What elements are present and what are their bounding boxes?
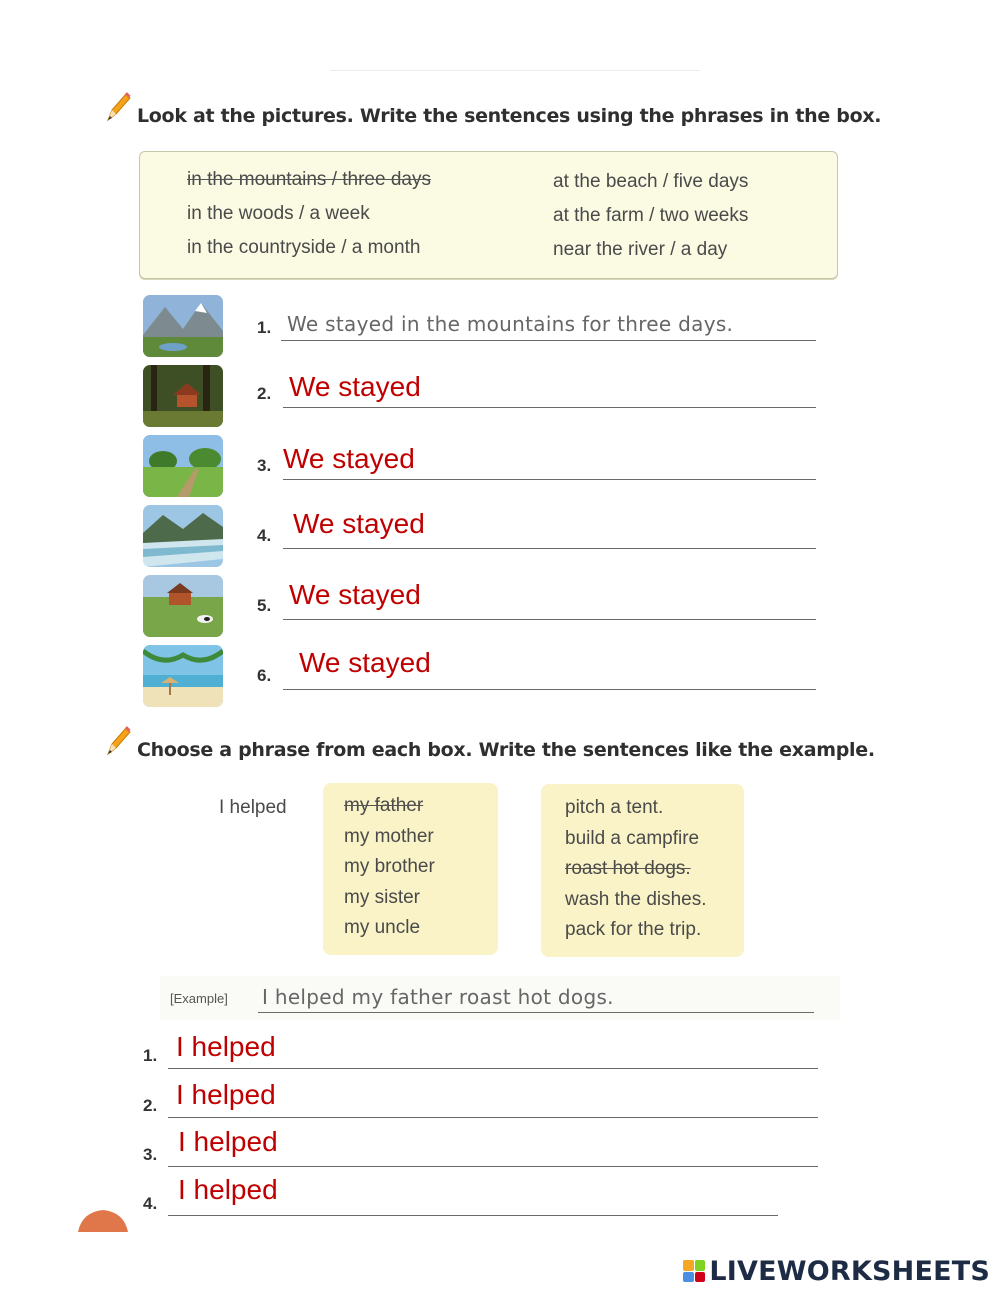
- answer-field-5[interactable]: We stayed: [299, 647, 431, 678]
- page-corner-decoration: [78, 1208, 128, 1232]
- answer-field-s2-4[interactable]: I helped: [178, 1174, 278, 1205]
- mountains-picture: [143, 295, 223, 357]
- logo-text: LIVEWORKSHEETS: [709, 1255, 990, 1287]
- answer-field-s2-3[interactable]: I helped: [178, 1126, 278, 1157]
- river-picture: [143, 505, 223, 567]
- example-label: [Example]: [170, 991, 228, 1006]
- phrase-left-1: in the mountains / three days: [187, 169, 431, 190]
- logo-square: [695, 1260, 706, 1271]
- answer-field-2[interactable]: We stayed: [283, 443, 415, 474]
- answer-line: [283, 548, 816, 549]
- answer-line: [168, 1117, 818, 1118]
- people-list: [323, 783, 498, 944]
- answer-line: [283, 407, 816, 408]
- people-item: my uncle: [344, 917, 421, 938]
- action-item: roast hot dogs.: [565, 858, 691, 879]
- answer-line: [168, 1215, 778, 1216]
- logo-square: [683, 1272, 694, 1283]
- top-divider: [330, 70, 700, 71]
- beach-picture: [143, 645, 223, 707]
- item-number: 3.: [257, 456, 272, 475]
- item-number: 6.: [257, 666, 272, 685]
- item-number: 5.: [257, 596, 272, 615]
- section2-instruction: Choose a phrase from each box. Write the sentences like the example.: [137, 739, 875, 761]
- logo-icon: [683, 1260, 705, 1282]
- countryside-picture: [143, 435, 223, 497]
- example-sentence: I helped my father roast hot dogs.: [262, 985, 614, 1009]
- logo-square: [683, 1260, 694, 1271]
- section1-instruction: Look at the pictures. Write the sentences using the phrases in the box.: [137, 105, 882, 127]
- answer-field-s2-2[interactable]: I helped: [176, 1079, 276, 1110]
- example-sentence: We stayed in the mountains for three days.: [287, 312, 734, 336]
- answer-field-3[interactable]: We stayed: [293, 508, 425, 539]
- item-number: 4.: [257, 526, 272, 545]
- item-number: 4.: [143, 1194, 158, 1213]
- answer-line: [168, 1068, 818, 1069]
- answer-line: [168, 1166, 818, 1167]
- pencil-icon: [102, 90, 132, 124]
- item-number: 1.: [143, 1046, 158, 1065]
- answer-line: [283, 479, 816, 480]
- answer-line: [258, 1012, 814, 1013]
- action-item: wash the dishes.: [565, 888, 707, 910]
- answer-field-s2-1[interactable]: I helped: [176, 1031, 276, 1062]
- farm-picture: [143, 575, 223, 637]
- phrase-left-3: in the countryside / a month: [187, 237, 421, 258]
- answer-field-4[interactable]: We stayed: [289, 579, 421, 610]
- item-number: 1.: [257, 318, 272, 337]
- phrase-left-2: in the woods / a week: [187, 203, 370, 224]
- logo-square: [695, 1272, 706, 1283]
- answer-field-1[interactable]: We stayed: [289, 371, 421, 402]
- people-item: my mother: [344, 825, 434, 847]
- phrase-right-3: near the river / a day: [553, 239, 728, 260]
- people-box: [323, 783, 498, 955]
- answer-line: [283, 619, 816, 620]
- actions-box: [541, 784, 744, 957]
- people-item: my father: [344, 795, 424, 816]
- answer-line: [281, 340, 816, 341]
- people-item: my brother: [344, 856, 435, 877]
- action-item: pack for the trip.: [565, 919, 702, 940]
- pencil-icon: [102, 724, 132, 758]
- people-item: my sister: [344, 886, 420, 908]
- phrase-right-2: at the farm / two weeks: [553, 205, 749, 226]
- answer-line: [283, 689, 816, 690]
- verb-label: I helped: [219, 797, 287, 818]
- action-item: build a campfire: [565, 827, 700, 849]
- item-number: 3.: [143, 1145, 158, 1164]
- woods-picture: [143, 365, 223, 427]
- item-number: 2.: [143, 1096, 158, 1115]
- phrase-right-1: at the beach / five days: [553, 171, 749, 192]
- actions-list: [541, 784, 744, 946]
- liveworksheets-logo: [683, 1255, 990, 1287]
- item-number: 2.: [257, 384, 272, 403]
- action-item: pitch a tent.: [565, 797, 664, 818]
